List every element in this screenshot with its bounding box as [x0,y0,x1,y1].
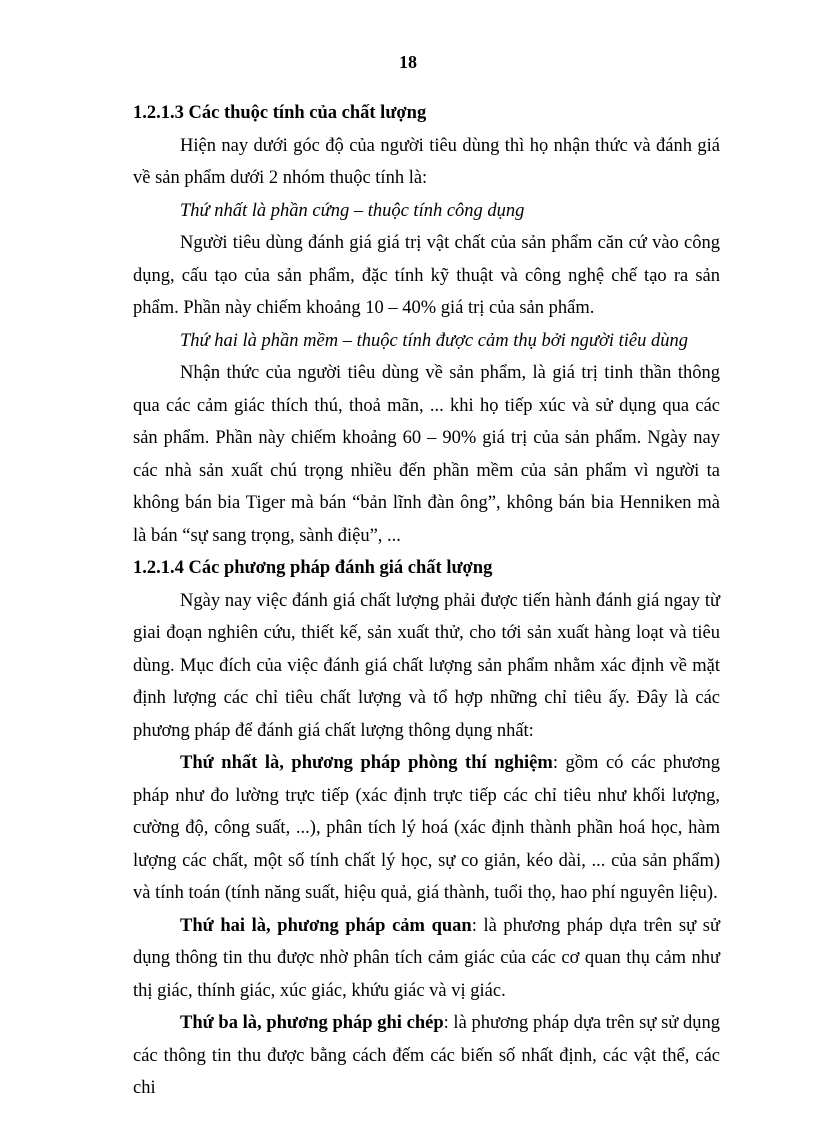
method-paragraph [133,1007,720,1105]
method-lead: Thứ ba là, phương pháp ghi chép [180,1013,444,1033]
method-text: : gồm có các phương pháp như đo lường trực tiếp (xác định trực tiếp các chỉ tiêu như khối lượng, cường độ, công suất, ...), phân tích lý hoá (xác định thành phần hoá học, hàm lượng các chất, một số tính chất lý học, sự co giản, kéo dài, ... của sản phẩm) và tính toán (tính năng suất, hiệu quả, giá thành, tuổi thọ, hao phí nguyên liệu). [133,753,721,903]
method-text: : là phương pháp dựa trên sự sử dụng thông tin thu được nhờ phân tích cảm giác của các cơ quan thụ cảm như thị giác, thính giác, xúc giác, khứu giác và vị giác. [133,915,720,1001]
subheading-italic: Thứ nhất là phần cứng – thuộc tính công dụng [180,200,525,221]
section-heading: 1.2.1.4 Các phương pháp đánh giá chất lượng [133,558,493,578]
section-heading: 1.2.1.3 Các thuộc tính của chất lượng [133,103,427,123]
paragraph: Người tiêu dùng đánh giá giá trị vật chất của sản phẩm căn cứ vào công dụng, cấu tạo của sản phẩm, đặc tính kỹ thuật và công nghệ chế tạo ra sản phẩm. Phần này chiếm khoảng 10 – 40% giá trị của sản phẩm. [133,233,720,318]
method-text: : là phương pháp dựa trên sự sử dụng các thông tin thu được bằng cách đếm các biến số nhất định, các vật thể, các chi [133,1013,720,1098]
method-paragraph [133,747,720,910]
method-lead: Thứ hai là, phương pháp cảm quan [180,915,472,936]
method-paragraph [133,910,720,1008]
paragraph: Ngày nay việc đánh giá chất lượng phải được tiến hành đánh giá ngay từ giai đoạn nghiên cứu, thiết kế, sản xuất thử, cho tới sản xuất hàng loạt và tiêu dùng. Mục đích của việc đánh giá chất lượng sản phẩm nhằm xác định về mặt định lượng các chỉ tiêu chất lượng và tổ hợp những chỉ tiêu ấy. Đây là các phương pháp để đánh giá chất lượng thông dụng nhất: [133,590,720,741]
paragraph: Hiện nay dưới góc độ của người tiêu dùng thì họ nhận thức và đánh giá về sản phẩm dưới 2 nhóm thuộc tính là: [133,135,720,188]
subheading-italic: Thứ hai là phần mềm – thuộc tính được cảm thụ bởi người tiêu dùng [180,330,688,351]
paragraph: Nhận thức của người tiêu dùng về sản phẩm, là giá trị tinh thần thông qua các cảm giác thích thú, thoả mãn, ... khi họ tiếp xúc và sử dụng qua các sản phẩm. Phần này chiếm khoảng 60 – 90% giá trị của sản phẩm. Ngày nay các nhà sản xuất chú trọng nhiều đến phần mềm của sản phẩm vì người ta không bán bia Tiger mà bán “bản lĩnh đàn ông”, không bán bia Henniken mà là bán “sự sang trọng, sành điệu”, ... [133,363,720,546]
document-body [133,97,720,1105]
page-number: 18 [399,52,417,72]
method-lead: Thứ nhất là, phương pháp phòng thí nghiệm [180,753,553,773]
